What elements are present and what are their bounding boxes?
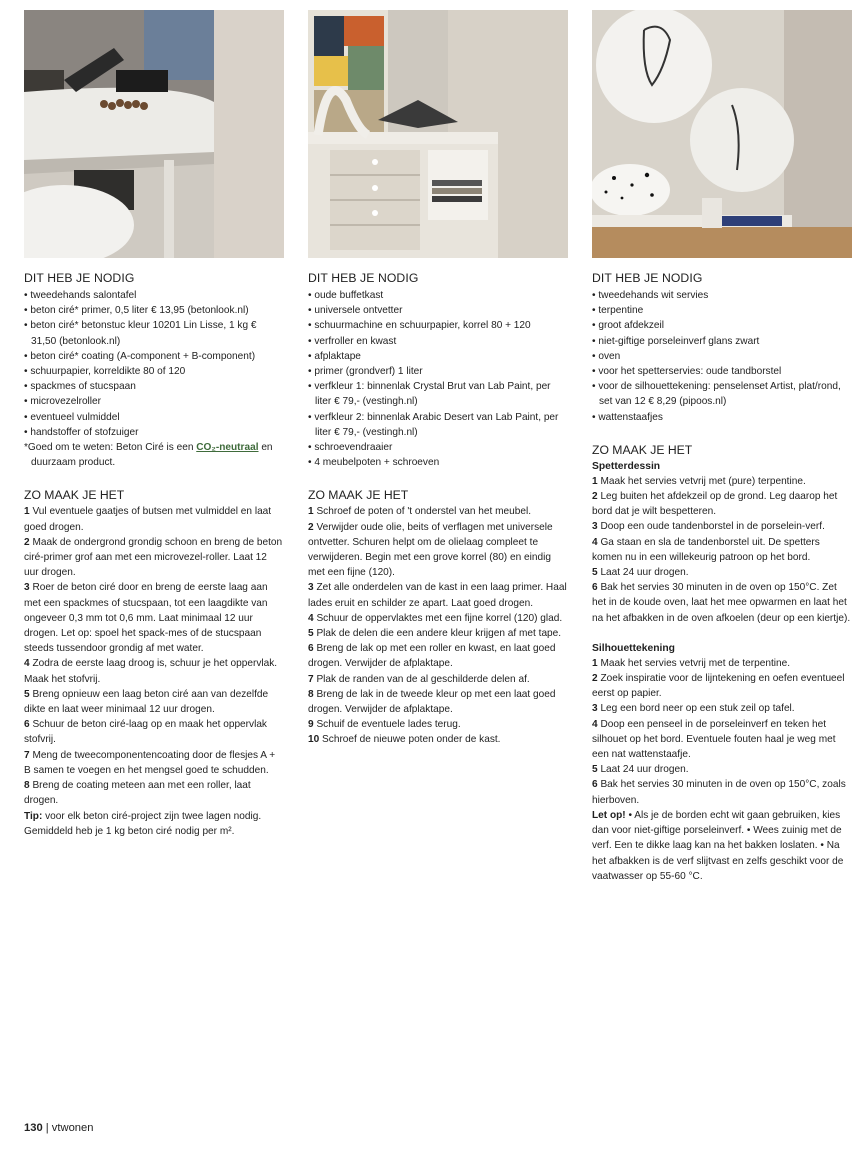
step-number: 1 xyxy=(592,657,598,669)
howto-title: ZO MAAK JE HET xyxy=(24,488,125,503)
step xyxy=(308,504,568,519)
step-number: 1 xyxy=(24,506,30,518)
step-text: Breng de coating meteen aan met een roller, laat drogen. xyxy=(24,780,251,807)
list-item: • verfkleur 2: binnenlak Arabic Desert van Lab Paint, per liter € 79,- (vestingh.nl) xyxy=(308,410,568,440)
step-number: 9 xyxy=(308,719,314,731)
step-number: 2 xyxy=(592,491,598,503)
step-number: 10 xyxy=(308,734,320,746)
step-number: 1 xyxy=(592,475,598,487)
step-text: Meng de tweecomponentencoating door de flesjes A + B samen te voegen en het mengsel goed te schudden. xyxy=(24,749,276,776)
column-buffetkast xyxy=(308,10,568,748)
step xyxy=(592,701,852,716)
list-item: • 4 meubelpoten + schroeven xyxy=(308,455,568,470)
step-number: 3 xyxy=(592,521,598,533)
warning xyxy=(592,808,852,884)
list-item: • verfkleur 1: binnenlak Crystal Brut van Lab Paint, per liter € 79,- (vestingh.nl) xyxy=(308,379,568,409)
step xyxy=(592,535,852,565)
list-item: • wattenstaafjes xyxy=(592,410,852,425)
step-number: 7 xyxy=(308,673,314,685)
list-item: • universele ontvetter xyxy=(308,303,568,318)
co2-note xyxy=(24,440,284,470)
step xyxy=(308,672,568,687)
step-number: 6 xyxy=(592,779,598,791)
step-text: Schroef de nieuwe poten onder de kast. xyxy=(322,734,501,746)
step-number: 2 xyxy=(592,673,598,685)
list-item: • primer (grondverf) 1 liter xyxy=(308,364,568,379)
howto-title: ZO MAAK JE HET xyxy=(592,442,693,457)
list-item: • schroevendraaier xyxy=(308,440,568,455)
needs-title: DIT HEB JE NODIG xyxy=(308,271,419,285)
step-text: Schuur de beton ciré-laag op en maak het oppervlak stofvrij. xyxy=(24,719,267,746)
step-text: Plak de delen die een andere kleur krijgen af met tape. xyxy=(316,628,562,640)
step xyxy=(24,535,284,581)
step xyxy=(308,520,568,581)
needs-title: DIT HEB JE NODIG xyxy=(592,271,703,285)
step-number: 5 xyxy=(592,567,598,579)
step-text: Roer de beton ciré door en breng de eerste laag aan met een spackmes of stucspaan, tot een laagdikte van ongeveer 0,3 mm tot 0,6 mm. Laat minimaal 12 uur drogen. Let op: spoel het spack-mes of de stucspaan steeds tussendoor grondig af met water. xyxy=(24,582,268,655)
step xyxy=(592,565,852,580)
list-item: • oude buffetkast xyxy=(308,288,568,303)
step-number: 5 xyxy=(592,764,598,776)
list-item: • handstoffer of stofzuiger xyxy=(24,425,284,440)
column-salontafel xyxy=(24,10,284,839)
step-text: Breng de lak in de tweede kleur op met een laat goed drogen. Verwijder de afplaktape. xyxy=(308,688,556,716)
list-item: • oven xyxy=(592,349,852,364)
howto-title: ZO MAAK JE HET xyxy=(308,488,409,503)
step-number: 5 xyxy=(24,688,30,700)
step-text: Leg een bord neer op een stuk zeil op tafel. xyxy=(600,703,795,715)
step xyxy=(308,687,568,717)
step-number: 4 xyxy=(24,658,30,670)
needs-title: DIT HEB JE NODIG xyxy=(24,271,135,285)
list-item: • groot afdekzeil xyxy=(592,318,852,333)
step-text: Breng de lak op met een roller en kwast, en laat goed drogen. Verwijder de afplaktape. xyxy=(308,643,556,670)
list-item: • schuurmachine en schuurpapier, korrel 80 + 120 xyxy=(308,318,568,333)
subheading-spetterdessin: Spetterdessin xyxy=(592,460,661,472)
step-text: Maak het servies vetvrij met (pure) terpentine. xyxy=(600,475,806,487)
co2-link[interactable]: CO₂-neutraal xyxy=(196,442,259,454)
list-item: • afplaktape xyxy=(308,349,568,364)
step xyxy=(24,717,284,747)
step-text: Schroef de poten of 't onderstel van het meubel. xyxy=(316,506,532,518)
step-number: 5 xyxy=(308,628,314,640)
subheading-silhouettekening: Silhouettekening xyxy=(592,642,675,654)
step-text: Laat 24 uur drogen. xyxy=(600,764,689,776)
warning-label: Let op! xyxy=(592,809,626,821)
step-text: Zet alle onderdelen van de kast in een laag primer. Haal lades eruit en schilder ze apart. Laat goed drogen. xyxy=(308,582,567,609)
list-item: • voor het spetterservies: oude tandborstel xyxy=(592,364,852,379)
step-text: Vul eventuele gaatjes of butsen met vulmiddel en laat goed drogen. xyxy=(24,506,272,533)
step xyxy=(592,474,852,489)
step-text: Verwijder oude olie, beits of verflagen met universele ontvetter. Schuren helpt om de olielaag compleet te verwijderen. Begin met een grove korrel (80) en eindig met een fijne (120). xyxy=(308,521,553,579)
step-text: Ga staan en sla de tandenborstel uit. De spetters komen nu in een willekeurig patroon op het bord. xyxy=(592,536,820,563)
steps xyxy=(308,504,568,747)
step-text: Maak het servies vetvrij met de terpentine. xyxy=(600,657,791,669)
photo-buffetkast xyxy=(308,10,568,258)
step xyxy=(24,656,284,686)
step-number: 6 xyxy=(308,643,314,655)
list-item: • schuurpapier, korreldikte 80 of 120 xyxy=(24,364,284,379)
list-item: • eventueel vulmiddel xyxy=(24,410,284,425)
step xyxy=(592,777,852,807)
step xyxy=(592,519,852,534)
step xyxy=(24,580,284,656)
servies-image xyxy=(592,10,852,258)
step-number: 4 xyxy=(308,612,314,624)
step-text: Zodra de eerste laag droog is, schuur je het oppervlak. Maak het stofvrij. xyxy=(24,658,278,685)
step-number: 2 xyxy=(24,536,30,548)
list-item: • niet-giftige porseleinverf glans zwart xyxy=(592,334,852,349)
step xyxy=(592,580,852,626)
list-item: • terpentine xyxy=(592,303,852,318)
column-servies xyxy=(592,10,852,884)
tip-text: voor elk beton ciré-project zijn twee lagen nodig. Gemiddeld heb je 1 kg beton ciré nodig per m². xyxy=(24,810,262,837)
page-number: 130 xyxy=(24,1122,43,1134)
step-number: 8 xyxy=(24,780,30,792)
note-text: *Goed om te weten: Beton Ciré is een xyxy=(24,442,197,454)
list-item: • voor de silhouettekening: penselenset Artist, plat/rond, set van 12 € 8,29 (pipoos.nl) xyxy=(592,379,852,409)
tip-label: Tip: xyxy=(24,810,43,822)
step xyxy=(24,687,284,717)
needs-list xyxy=(24,288,284,440)
steps-spetterdessin xyxy=(592,474,852,626)
step-number: 8 xyxy=(308,688,314,700)
step-number: 6 xyxy=(24,719,30,731)
step-number: 6 xyxy=(592,582,598,594)
warning-text: • Als je de borden echt wit gaan gebruiken, kies dan voor niet-giftige porseleinverf. • Wees zuinig met de verf. Een te dikke laag kan na het bakken loslaten. • Na het afbakken is de verf slijtvast en zelfs geschikt voor de vaatwasser op 55-60 °C. xyxy=(592,809,844,882)
step xyxy=(24,504,284,534)
step-number: 4 xyxy=(592,536,598,548)
step-text: Schuif de eventuele lades terug. xyxy=(316,719,461,731)
list-item: • beton ciré* primer, 0,5 liter € 13,95 (betonlook.nl) xyxy=(24,303,284,318)
step xyxy=(592,717,852,763)
list-item: • verfroller en kwast xyxy=(308,334,568,349)
step xyxy=(24,778,284,808)
step-number: 3 xyxy=(592,703,598,715)
footer-separator: | xyxy=(42,1122,52,1134)
step xyxy=(308,717,568,732)
step xyxy=(308,641,568,671)
step-number: 1 xyxy=(308,506,314,518)
step xyxy=(592,489,852,519)
list-item: • beton ciré* betonstuc kleur 10201 Lin Lisse, 1 kg € 31,50 (betonlook.nl) xyxy=(24,318,284,348)
photo-salontafel xyxy=(24,10,284,258)
list-item: • spackmes of stucspaan xyxy=(24,379,284,394)
step xyxy=(592,762,852,777)
step xyxy=(24,748,284,778)
step-number: 2 xyxy=(308,521,314,533)
buffetkast-image xyxy=(308,10,568,258)
list-item: • microvezelroller xyxy=(24,394,284,409)
step xyxy=(308,626,568,641)
step-text: Bak het servies 30 minuten in de oven op 150°C, zoals hierboven. xyxy=(592,779,846,806)
step-text: Plak de randen van de al geschilderde delen af. xyxy=(316,673,530,685)
step-text: Schuur de oppervlaktes met een fijne korrel (120) glad. xyxy=(316,612,563,624)
steps xyxy=(24,504,284,838)
tip xyxy=(24,809,284,839)
list-item: • beton ciré* coating (A-component + B-component) xyxy=(24,349,284,364)
step xyxy=(308,732,568,747)
step-text: Doop een oude tandenborstel in de porselein-verf. xyxy=(600,521,825,533)
note-text: en duurzaam product. xyxy=(31,442,273,469)
step xyxy=(592,671,852,701)
page-footer xyxy=(24,1122,93,1134)
step-text: Leg buiten het afdekzeil op de grond. Leg daarop het bord dat je wilt bespetteren. xyxy=(592,491,838,518)
list-item: • tweedehands wit servies xyxy=(592,288,852,303)
step-number: 7 xyxy=(24,749,30,761)
step-text: Doop een penseel in de porseleinverf en teken het silhouet op het bord. Eventuele fouten haal je weg met een nat wattenstaafje. xyxy=(592,718,836,761)
step-text: Breng opnieuw een laag beton ciré aan van dezelfde dikte en laat weer minimaal 12 uur drogen. xyxy=(24,688,269,716)
step-text: Zoek inspiratie voor de lijntekening en oefen eventueel eerst op papier. xyxy=(592,673,845,700)
steps-silhouettekening xyxy=(592,656,852,884)
step-number: 3 xyxy=(24,582,30,594)
photo-servies xyxy=(592,10,852,258)
step-text: Bak het servies 30 minuten in de oven op 150°C. Zet het in de koude oven, laat het mee opwarmen en laat het na het afbakken in de oven afkoelen (deur op een kiertje). xyxy=(592,582,851,624)
step-number: 4 xyxy=(592,718,598,730)
step xyxy=(308,580,568,610)
list-item: • tweedehands salontafel xyxy=(24,288,284,303)
magazine-name: vtwonen xyxy=(51,1122,94,1134)
needs-list xyxy=(308,288,568,470)
step xyxy=(308,611,568,626)
step-text: Maak de ondergrond grondig schoon en breng de beton ciré-primer grof aan met een microvezel-roller. Laat 12 uur drogen. xyxy=(24,536,283,579)
step-number: 3 xyxy=(308,582,314,594)
step xyxy=(592,656,852,671)
salontafel-image xyxy=(24,10,284,258)
step-text: Laat 24 uur drogen. xyxy=(600,567,689,579)
needs-list xyxy=(592,288,852,425)
